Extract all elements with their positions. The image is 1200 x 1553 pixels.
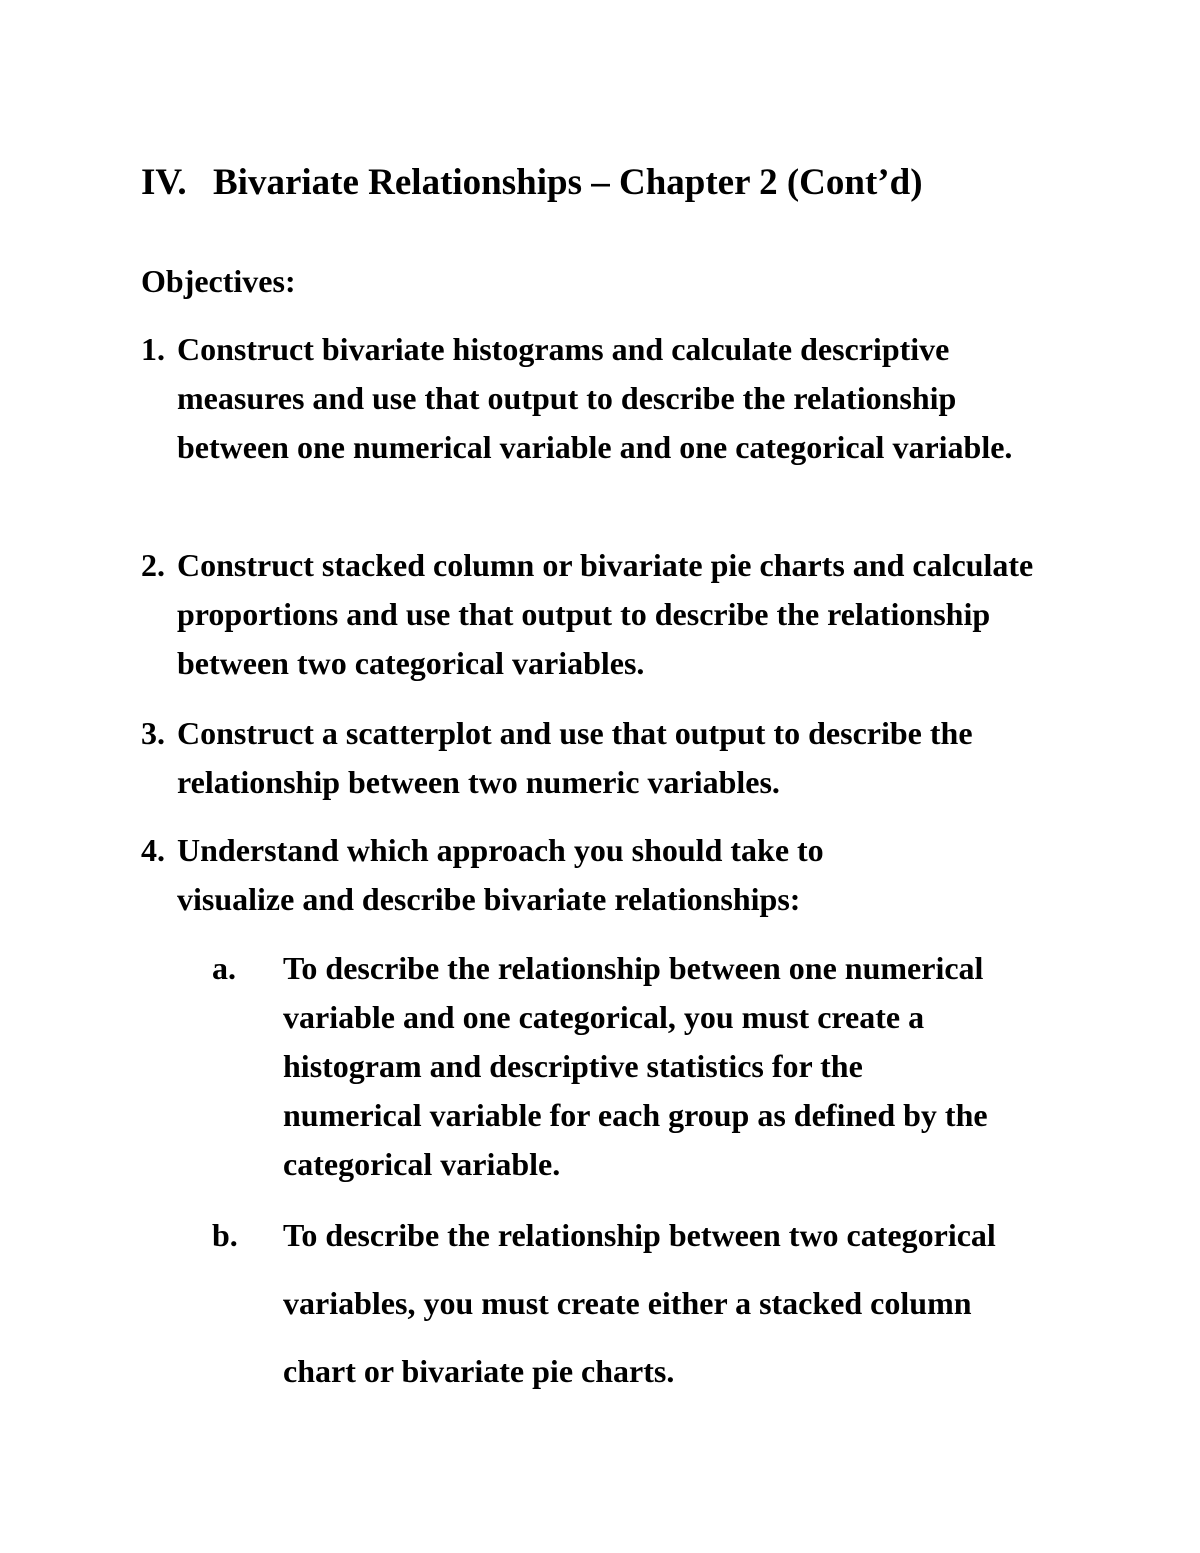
section-title: Bivariate Relationships – Chapter 2 (Cont’d): [213, 162, 923, 203]
section-heading: [141, 162, 923, 205]
objective-text: Construct stacked column or bivariate pie charts and calculate proportions and use that output to describe the relationship between two categorical variables.: [177, 547, 1034, 681]
sub-item-b: [212, 1201, 1032, 1405]
objective-item-3: [141, 709, 1101, 807]
sub-item-letter: a.: [212, 950, 236, 986]
objective-number: 1.: [141, 331, 165, 367]
objective-number: 4.: [141, 832, 165, 868]
objectives-label: Objectives:: [141, 263, 296, 299]
objective-text: Construct a scatterplot and use that output to describe the relationship between two numeric variables.: [177, 715, 973, 800]
objective-item-2: [141, 541, 1101, 688]
objective-item-4: [141, 826, 1101, 924]
sub-item-letter: b.: [212, 1217, 238, 1253]
sub-item-text: To describe the relationship between two categorical variables, you must create either a stacked column chart or bivariate pie charts.: [283, 1217, 996, 1389]
section-numeral: IV.: [141, 162, 187, 203]
objective-item-1: [141, 325, 1101, 472]
sub-item-a: [212, 944, 1032, 1189]
objective-text: Understand which approach you should take to visualize and describe bivariate relationships:: [177, 832, 824, 917]
objective-number: 2.: [141, 547, 165, 583]
objective-text: Construct bivariate histograms and calculate descriptive measures and use that output to describe the relationship between one numerical variable and one categorical variable.: [177, 331, 1013, 465]
objective-number: 3.: [141, 715, 165, 751]
sub-item-text: To describe the relationship between one numerical variable and one categorical, you must create a histogram and descriptive statistics for the numerical variable for each group as defined by the categorical variable.: [283, 950, 988, 1182]
